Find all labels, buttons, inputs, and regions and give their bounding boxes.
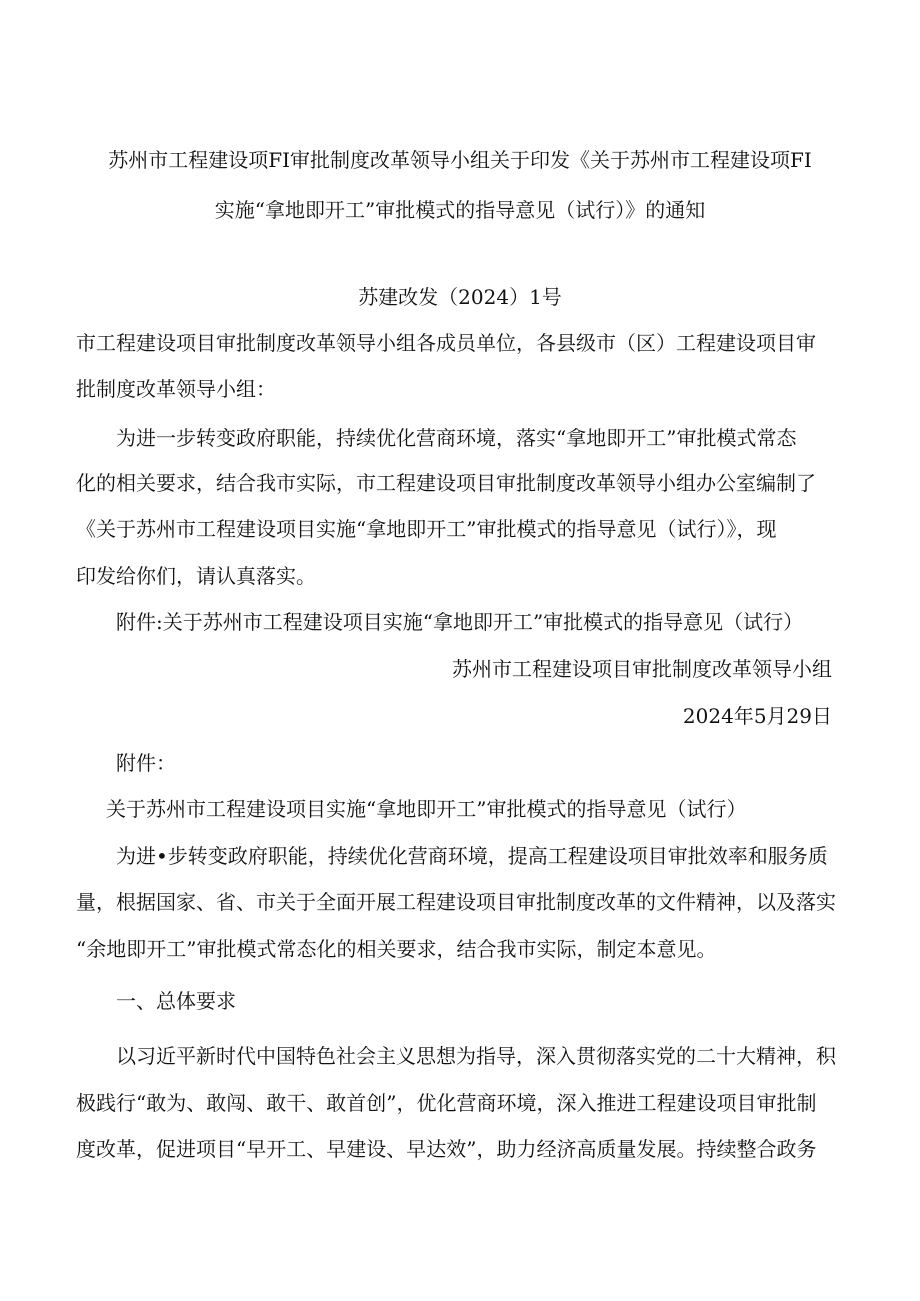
addressee-line-1: 市工程建设项目审批制度改革领导小组各成员单位，各县级市（区）工程建设项目审 [76, 331, 816, 355]
issuer-signature: 苏州市工程建设项目审批制度改革领导小组 [452, 657, 832, 681]
attachment-note: 附件:关于苏州市工程建设项目实施“拿地即开工”审批模式的指导意见（试行） [116, 610, 804, 634]
body-line-2: 量，根据国家、省、市关于全面开展工程建设项目审批制度改革的文件精神，以及落实 [76, 890, 836, 914]
attachment-label: 附件： [116, 751, 176, 775]
section-line-1: 以习近平新时代中国特色社会主义思想为指导，深入贯彻落实党的二十大精神，积 [116, 1044, 836, 1068]
addressee-line-2: 批制度改革领导小组： [76, 377, 276, 401]
section-heading: 一、总体要求 [116, 989, 236, 1013]
body-line-3: “余地即开工”审批模式常态化的相关要求，结合我市实际，制定本意见。 [76, 937, 717, 961]
section-line-2: 极践行“敢为、敢闯、敢干、敢首创”，优化营商环境，深入推进工程建设项目审批制 [76, 1091, 817, 1115]
intro-line-1: 为进一步转变政府职能，持续优化营商环境，落实“拿地即开工”审批模式常态 [116, 426, 797, 450]
attachment-title: 关于苏州市工程建设项目实施“拿地即开工”审批模式的指导意见（试行） [106, 797, 747, 821]
body-line-1: 为进•步转变政府职能，持续优化营商环境，提高工程建设项目审批效率和服务质 [116, 844, 828, 868]
title-line-2: 实施“拿地即开工”审批模式的指导意见（试行）》的通知 [214, 198, 706, 222]
issue-date: 2024年5月29日 [682, 704, 832, 728]
intro-line-2: 化的相关要求，结合我市实际，市工程建设项目审批制度改革领导小组办公室编制了 [76, 471, 816, 495]
section-line-3: 度改革，促进项目“早开工、早建设、早达效”，助力经济高质量发展。持续整合政务 [76, 1137, 817, 1161]
intro-line-4: 印发给你们，请认真落实。 [76, 564, 316, 588]
intro-line-3: 《关于苏州市工程建设项目实施“拿地即开工”审批模式的指导意见（试行）》，现 [76, 517, 777, 541]
document-number: 苏建改发（2024）1号 [358, 285, 562, 309]
title-line-1: 苏州市工程建设项FI审批制度改革领导小组关于印发《关于苏州市工程建设项FI [108, 148, 812, 172]
